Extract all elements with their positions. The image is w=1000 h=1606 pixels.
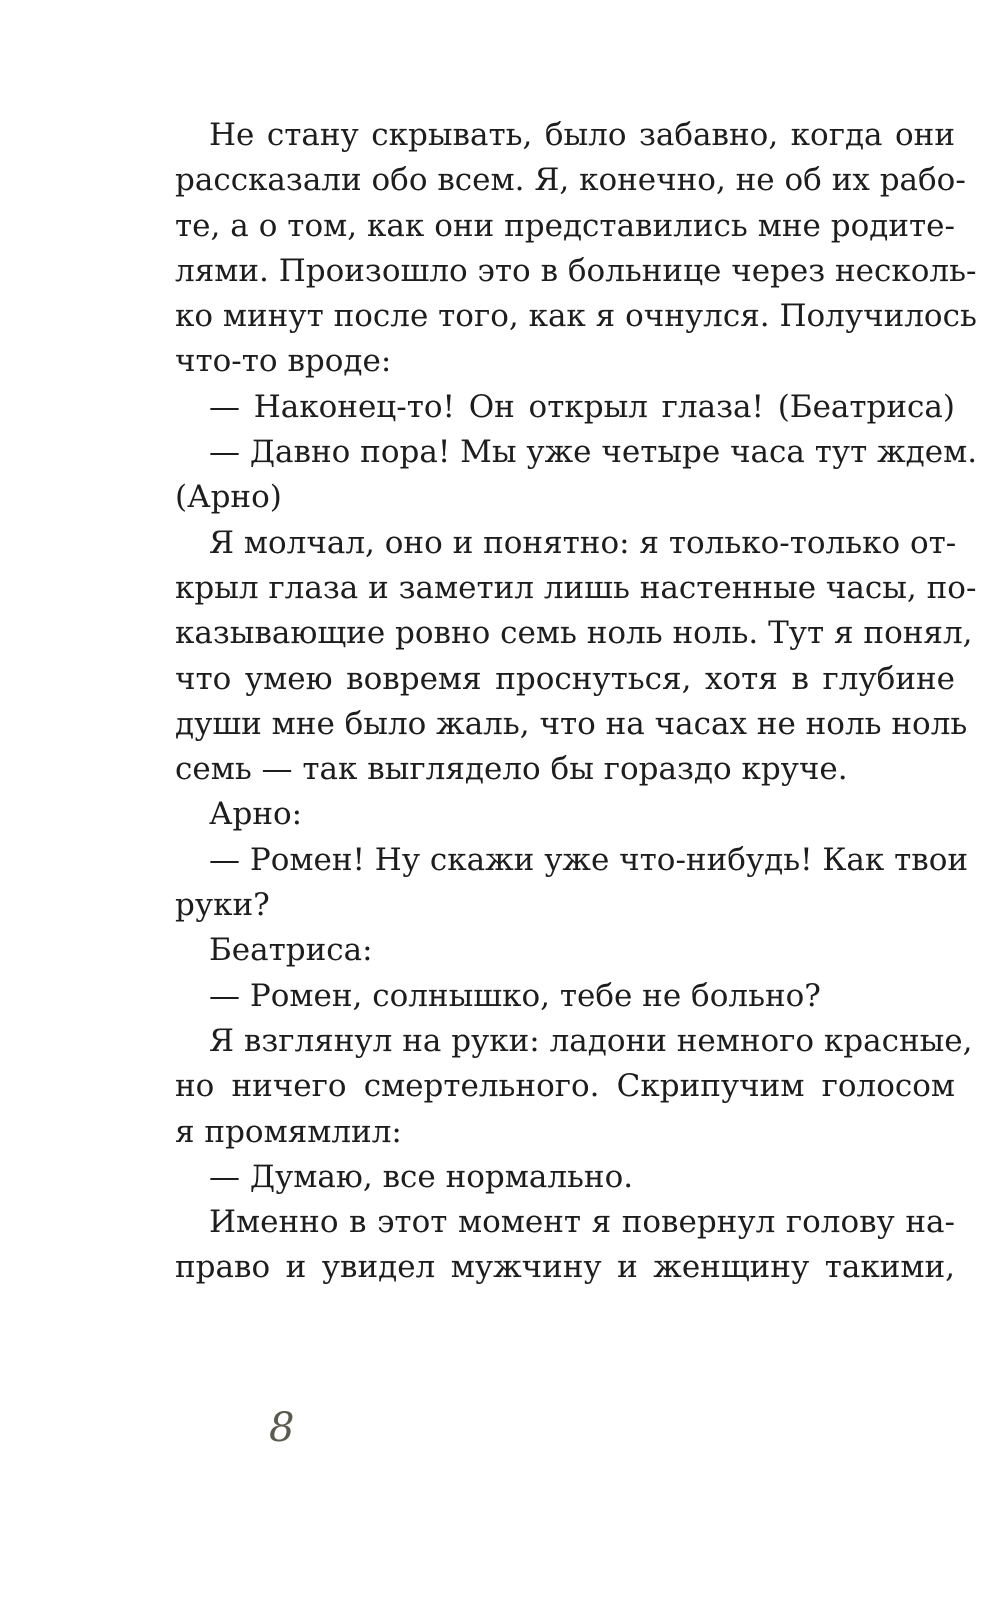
- text-line: — Наконец-то! Он открыл глаза! (Беатриса): [209, 388, 955, 425]
- text-line: рассказали обо всем. Я, конечно, не об их рабо-: [175, 162, 966, 199]
- page-number: 8: [269, 1405, 295, 1451]
- text-line: — Ромен! Ну скажи уже что-нибудь! Как твои: [209, 841, 969, 878]
- text-line: крыл глаза и заметил лишь настенные часы, по-: [175, 569, 977, 606]
- text-line: ко минут после того, как я очнулся. Получилось: [175, 298, 977, 335]
- body-text: [175, 113, 978, 1291]
- text-line: — Ромен, солнышко, тебе не больно?: [209, 977, 821, 1014]
- text-line: (Арно): [175, 479, 282, 516]
- text-line: те, а о том, как они представились мне родите-: [175, 207, 955, 244]
- text-line: право и увидел мужчину и женщину такими,: [175, 1249, 955, 1286]
- text-line: Не стану скрывать, было забавно, когда они: [209, 117, 955, 153]
- text-line: но ничего смертельного. Скрипучим голосом: [175, 1068, 955, 1105]
- text-line: казывающие ровно семь ноль ноль. Тут я понял,: [175, 615, 973, 652]
- text-line: души мне было жаль, что на часах не ноль ноль: [175, 705, 968, 742]
- text-line: что-то вроде:: [175, 343, 392, 380]
- text-line: Я взглянул на руки: ладони немного красные,: [209, 1022, 973, 1059]
- text-line: Именно в этот момент я повернул голову на-: [209, 1204, 955, 1241]
- text-line: Арно:: [209, 796, 303, 833]
- text-line: Беатриса:: [209, 932, 373, 969]
- text-line: — Давно пора! Мы уже четыре часа тут ждем.: [209, 434, 978, 471]
- text-line: что умею вовремя проснуться, хотя в глубине: [175, 660, 955, 697]
- text-line: лями. Произошло это в больнице через несколь-: [175, 252, 977, 289]
- text-line: — Думаю, все нормально.: [209, 1158, 634, 1195]
- text-line: семь — так выглядело бы гораздо круче.: [175, 751, 848, 788]
- text-line: я промямлил:: [175, 1113, 402, 1150]
- text-line: руки?: [175, 887, 270, 924]
- text-line: Я молчал, оно и понятно: я только-только от-: [209, 524, 957, 561]
